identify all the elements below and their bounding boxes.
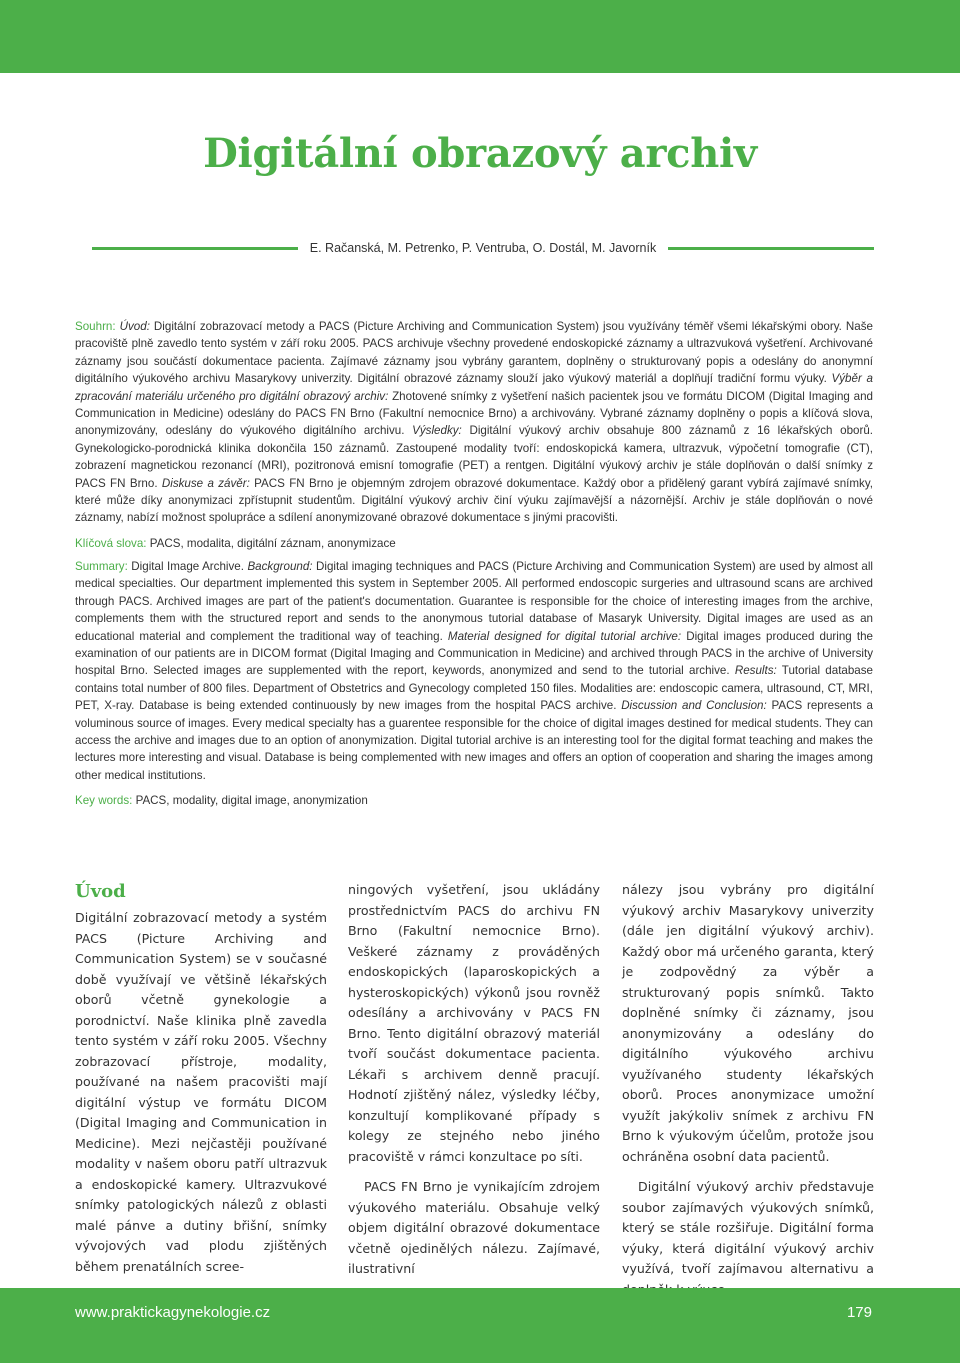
col2-paragraph-2: PACS FN Brno je vynikajícím zdrojem výukového materiálu. Obsahuje velký objem digitální obrazové dokumentace včetně ojedinělých nálezu. Zajímavé, ilustrativní [348, 1179, 600, 1276]
authors-row [92, 238, 874, 258]
key-words [75, 792, 873, 809]
summary-background: Digital imaging techniques and PACS (Picture Archiving and Communication System) are used by almost all medical specialties. Our department implemented this system in September 2005. All performed endoscopic surgeries and ultrasound scans are archived through PACS. Archived images are part of the patient's documentation. Guarantee is responsible for the choice of interesting images from the archive, complements them with the structured report and sends to the anonymous tutorial database of Masaryk University. Digital images are used as an educational material and complement the traditional way of teaching. [75, 560, 873, 643]
authors-rule-left [92, 247, 298, 250]
body-column-1 [75, 880, 327, 1277]
summary-discussion-label: Discussion and Conclusion: [621, 699, 767, 713]
section-title-uvod: Úvod [75, 881, 126, 902]
summary-material: Digital images produced during the examination of our patients are in DICOM format (Digital Imaging and Communication in Medicine) and archived through PACS in the archive of University hospital Brno. Selected images are supplemented with the report, keywords, anonymized and send to the tutorial archive. [75, 629, 874, 678]
summary-material-label: Material designed for digital tutorial archive: [447, 629, 682, 643]
footer-url-link[interactable]: www.praktickagynekologie.cz [75, 1304, 271, 1321]
body-column-2 [348, 880, 600, 1280]
col1-paragraph: Digitální zobrazovací metody a systém PACS (Picture Archiving and Communication System) se v současné době využívají ve většině lékařských oborů včetně gynekologie a porodnictví. Naše klinika plně zavedla tento systém v září roku 2005. Všechny zobrazovací přístroje, modality, používané na našem pracovišti mají digitální výstup ve formátu DICOM (Digital Imaging and Communication in Medicine). Mezi nejčastěji používané modality v našem oboru patří ultrazvuk a endoskopické kamery. Ultrazvukové snímky patologických nálezů z oblasti malé pánve a dutiny břišní, snímky vývojových vad plodu zjištěných během prenatálních scree- [75, 910, 327, 1274]
souhrn-vyber-label: Výběr a zpracování materiálu určeného pro digitální obrazový archiv: [75, 372, 873, 403]
souhrn-vyber: Zhotovené snímky z vyšetření našich pacientek jsou ve formátu DICOM (Digital Imaging and Communication in Medicine) odeslány do PACS FN Brno (Fakultní nemocnice Brno) a archivovány. Vybrané záznamy doplněny o popis a klíčová slova, anonymizovány, odeslány do výukového digitálního archivu. [75, 389, 874, 438]
col3-paragraph-2: Digitální výukový archiv představuje soubor zajímavých výukových snímků, který se stále rozšiřuje. Digitální forma výuky, která digitální výukový archiv využívá, tvoří zajímavou alternativu a [622, 1179, 874, 1276]
souhrn-uvod-label: Úvod: [119, 320, 150, 333]
top-green-bar [0, 0, 960, 73]
bottom-green-bar [0, 1288, 960, 1363]
klicova-slova [75, 535, 873, 552]
klicova-text: PACS, modalita, digitální záznam, anonymizace [146, 537, 396, 550]
souhrn-vysledky-label: Výsledky: [412, 424, 462, 438]
souhrn-abstract [75, 318, 873, 527]
authors-rule-right [668, 247, 874, 250]
souhrn-diskuse: PACS FN Brno je objemným zdrojem obrazové dokumentace. Každý obor a přidělený garant vybírá zajímavé snímky, které může díky anonymizaci zpřístupnit studentům. Digitální výukový archiv činí výuku zajímavější a názornější. Archiv je stále doplňován o nové záznamy, nabízí možnost spolupráce a sdílení anonymizované obrazové dokumentace s jinými pracovišti. [75, 476, 873, 525]
summary-discussion: PACS represents a voluminous source of images. Every medical specialty has a guarentee responsible for the choice of digital images destined for medical students. They can access the archive and images due to an option of anonymization. Digital tutorial archive is an interesting tool for the digital format teaching and makes the lectures more interesting and visual. Database is being complemented with new images and offers an option of cooperation and sharing the images among other medical institutions. [75, 699, 874, 782]
souhrn-diskuse-label: Diskuse a závěr: [161, 476, 250, 490]
summary-results: Tutorial database contains total number of 800 files. Department of Obstetrics and Gynecology completed 150 files. Modalities are: endoscopic camera, ultrasound, CT, MRI, PET, X-ray. Database is being extended continuously by new images from the hospital PACS archive. [75, 664, 874, 713]
souhrn-vysledky: Digitální výukový archiv obsahuje 800 záznamů z 16 lékařských oborů. Gynekologicko-porodnická klinika dokončila 150 záznamů. Zastoupené modality tvoří: endoskopická kamera, ultrazvuk, výpočetní tomografie (CT), zobrazení magnetickou rezonancí (MRI), pozitronová emisní tomografie (PET) a rentgen. Digitální výukový archiv je stále doplňován o další snímky z PACS FN Brno. [75, 424, 873, 490]
keywords-label: Key words: [75, 794, 133, 807]
col2-paragraph-1: ningových vyšetření, jsou ukládány prostřednictvím PACS do archivu FN Brno (Fakultní nemocnice Brno). Veškeré záznamy z prováděných endoskopických (laparoskopických a hysteroskopických) výkonů jsou rovněž odesílány a archivovány v PACS FN Brno. Tento digitální obrazový materiál tvoří součást dokumentace pacienta. Lékaři s archivem denně pracují. Hodnotí zjištěný nález, výsledky léčby, konzultují komplikované případy s kolegy ze stejného nebo jiného pracoviště v rámci konzultace po síti. [348, 882, 600, 1164]
klicova-label: Klíčová slova: [75, 537, 147, 550]
summary-abstract [75, 558, 873, 784]
page-number: 179 [846, 1304, 872, 1321]
body-column-3 [622, 880, 874, 1300]
souhrn-label: Souhrn: [75, 320, 116, 333]
summary-background-label: Background: [247, 560, 313, 573]
keywords-text: PACS, modality, digital image, anonymization [132, 794, 368, 807]
authors: E. Račanská, M. Petrenko, P. Ventruba, O. Dostál, M. Javorník [309, 241, 657, 255]
article-title: Digitální obrazový archiv [203, 130, 757, 177]
col3-paragraph-1: nálezy jsou vybrány pro digitální výukový archiv Masarykovy univerzity (dále jen digitální výukový archiv). Každý obor má určeného garanta, který je zodpovědný za výběr a strukturovaný popis snímků. Takto doplněné snímky či záznamy, jsou anonymizovány a odeslány do digitálního výukového archivu využívaného studenty lékařských oborů. Proces anonymizace umožní využít jakýkoliv snímek z archivu FN Brno k výukovým účelům, protože jsou ochráněna osobní data pacientů. [622, 882, 874, 1164]
summary-results-label: Results: [734, 664, 777, 678]
souhrn-uvod: Digitální zobrazovací metody a PACS (Picture Archiving and Communication System) jsou využívány téměř všemi lékařskými obory. Naše pracoviště plně zavedlo tento systém v září roku 2005. PACS archivuje všechny provedené endoskopické záznamy a ultrazvuková vyšetření. Archivované záznamy jsou součástí dokumentace pacienta. Zajímavé záznamy jsou vybrány garantem, doplněny o strukturovaný popis a odeslány do anonymní digitálního výukového archivu Masarykovy univerzity. Digitální obrazové záznamy slouží jako výukový materiál a doplňují tradiční formu výuky. [75, 320, 873, 386]
summary-label: Summary: [75, 560, 128, 573]
summary-title: Digital Image Archive. [127, 560, 248, 573]
